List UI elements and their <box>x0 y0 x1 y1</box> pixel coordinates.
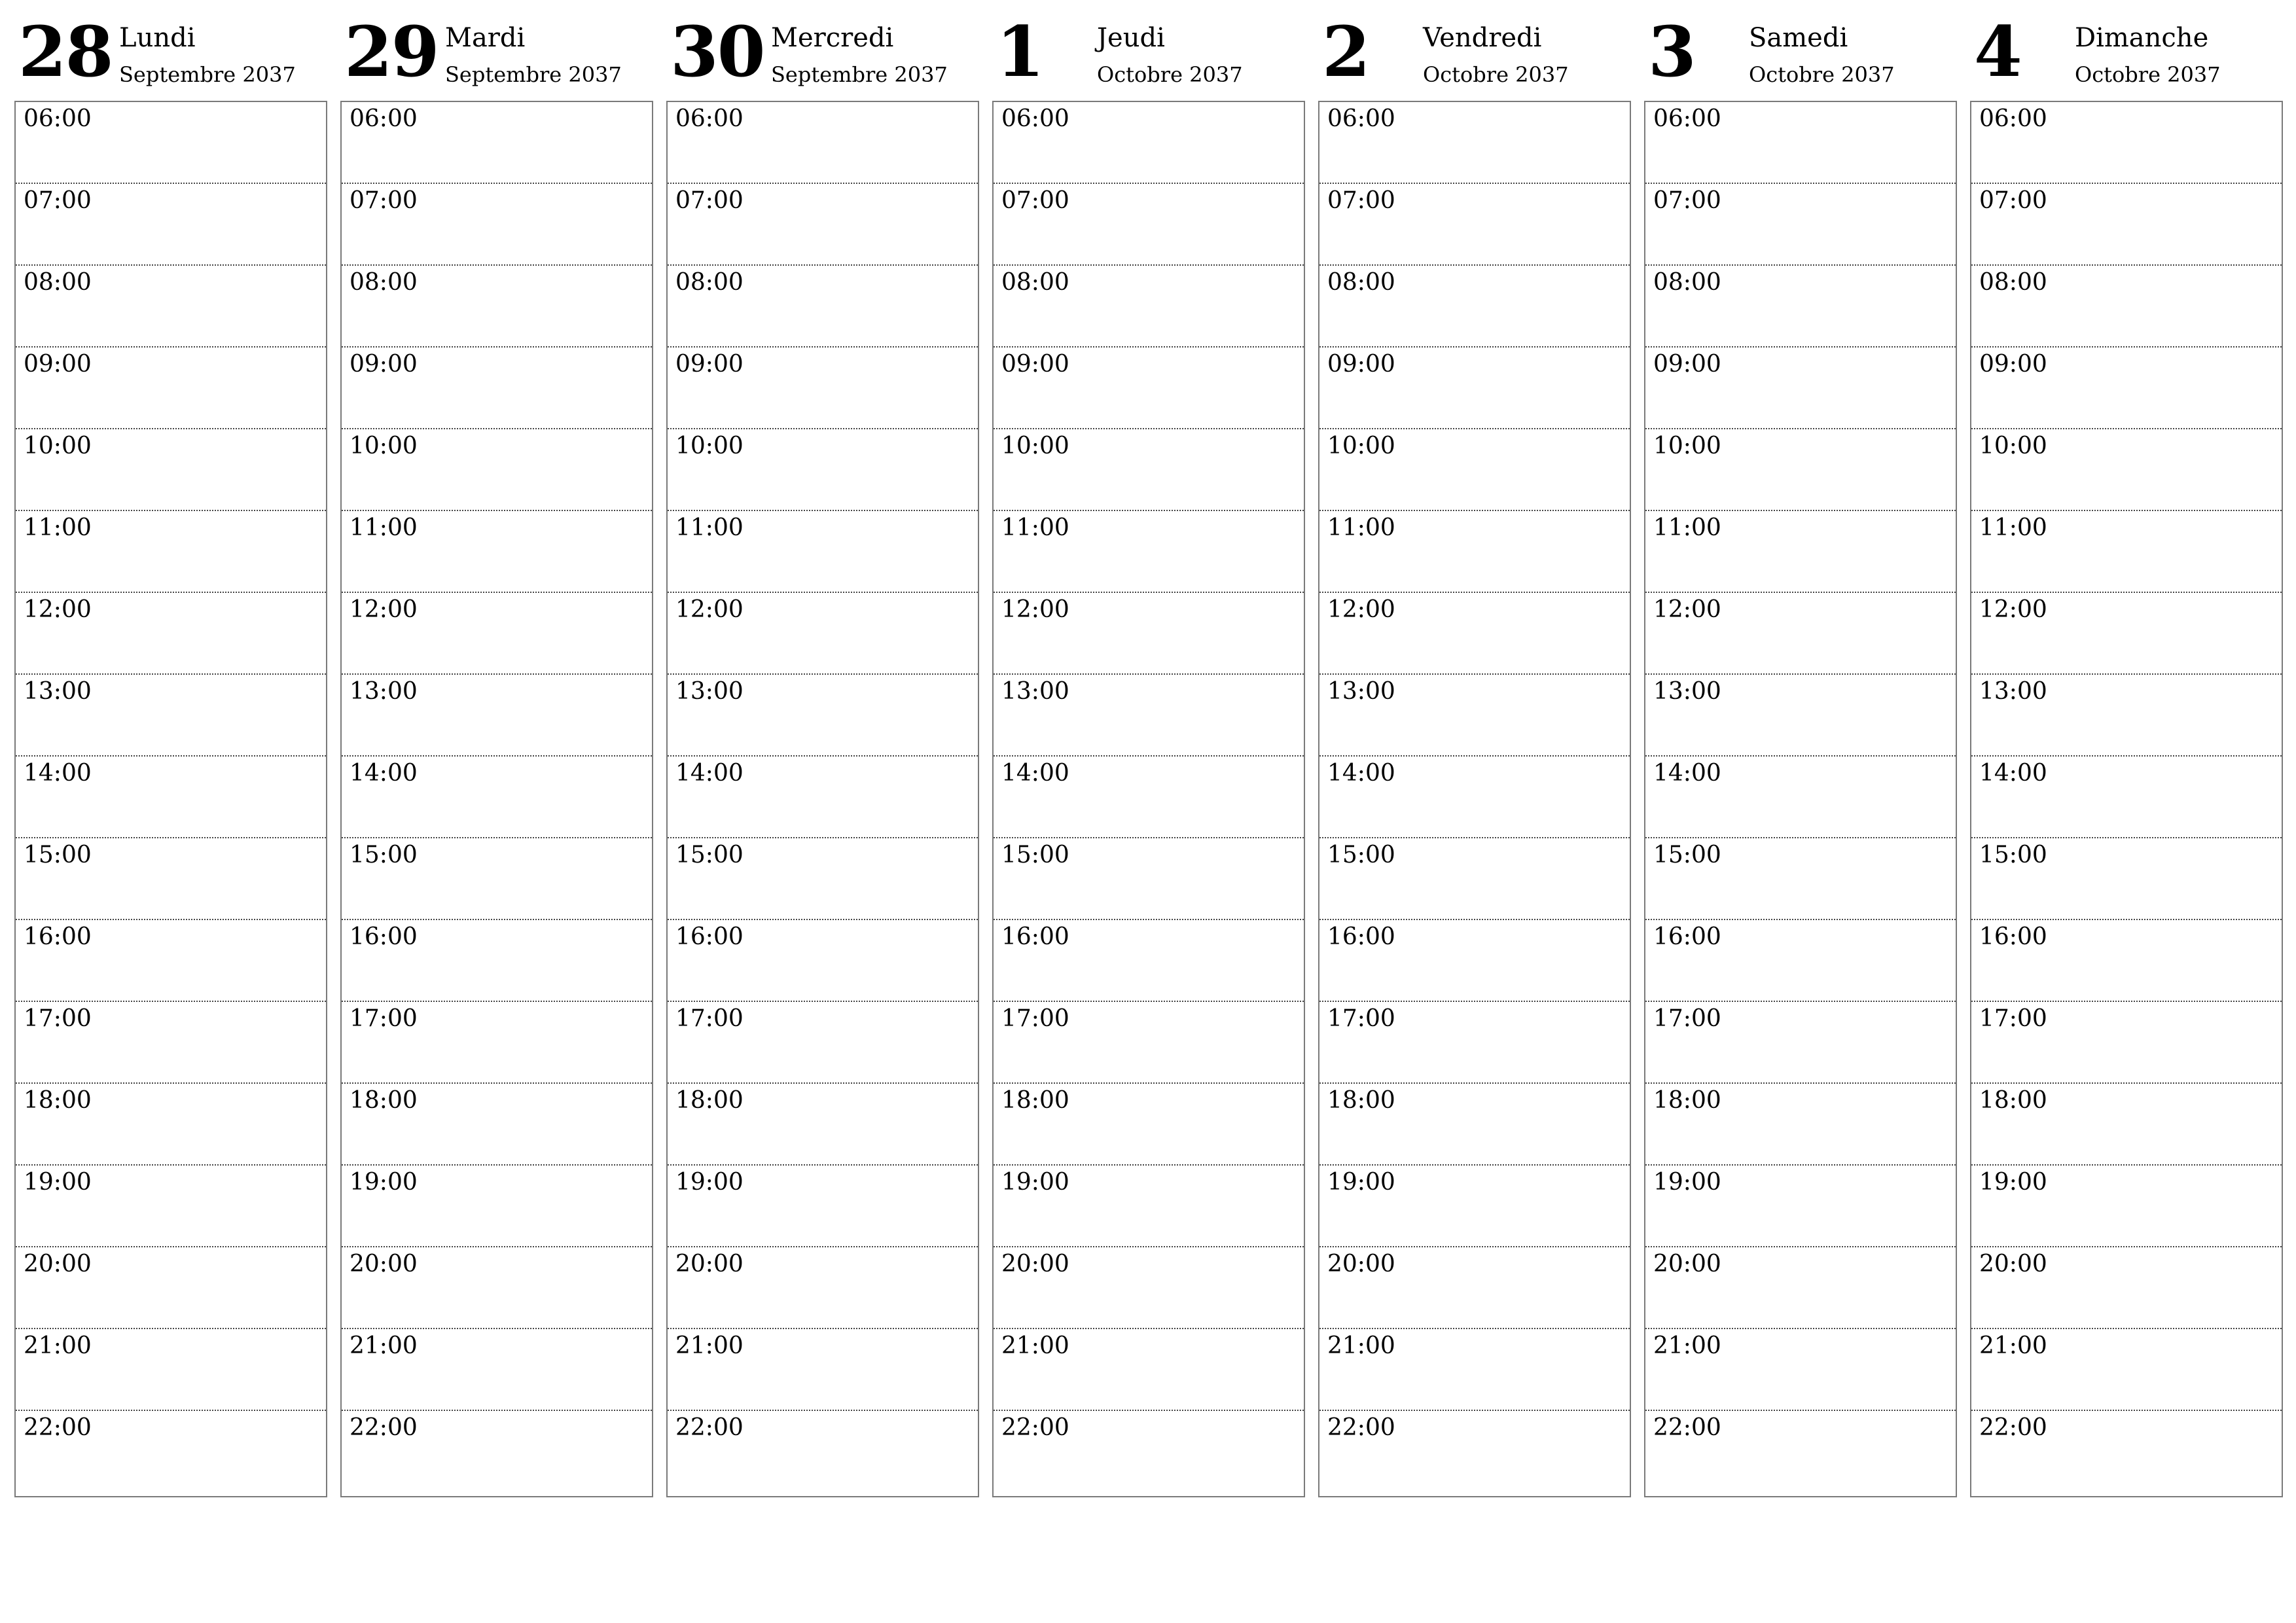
hour-slot-0800[interactable] <box>342 266 652 348</box>
hour-label: 06:00 <box>1327 105 1395 132</box>
day-column-6 <box>1644 0 1957 1499</box>
hour-slot-1700[interactable] <box>1645 1002 1956 1084</box>
hour-label: 17:00 <box>1327 1005 1395 1032</box>
day-schedule <box>14 101 327 1497</box>
hour-label: 15:00 <box>1653 842 1721 868</box>
hour-label: 18:00 <box>1001 1087 1069 1114</box>
hour-label: 20:00 <box>1327 1251 1395 1277</box>
day-schedule <box>992 101 1305 1497</box>
hour-label: 08:00 <box>1979 269 2047 296</box>
hour-slot-1500[interactable] <box>668 838 978 920</box>
hour-slot-0800[interactable] <box>16 266 326 348</box>
hour-label: 06:00 <box>24 105 92 132</box>
day-name: Mercredi <box>771 23 894 53</box>
hour-slot-1000[interactable] <box>1971 429 2282 511</box>
hour-label: 17:00 <box>1653 1005 1721 1032</box>
hour-label: 14:00 <box>350 760 418 787</box>
hour-label: 15:00 <box>1979 842 2047 868</box>
hour-slot-1200[interactable] <box>1319 593 1630 675</box>
hour-slot-2100[interactable] <box>16 1329 326 1411</box>
hour-slot-1000[interactable] <box>1319 429 1630 511</box>
day-number: 1 <box>996 10 1043 92</box>
hour-slot-2200[interactable] <box>1319 1411 1630 1493</box>
hour-slot-2100[interactable] <box>668 1329 978 1411</box>
hour-label: 18:00 <box>24 1087 92 1114</box>
hour-slot-1400[interactable] <box>342 757 652 838</box>
hour-slot-1700[interactable] <box>1971 1002 2282 1084</box>
hour-label: 12:00 <box>1979 596 2047 623</box>
hour-label: 19:00 <box>1979 1169 2047 1196</box>
day-column-5 <box>1318 0 1631 1499</box>
hour-label: 15:00 <box>675 842 744 868</box>
day-header <box>992 0 1305 101</box>
hour-slot-1500[interactable] <box>1645 838 1956 920</box>
hour-label: 21:00 <box>1001 1332 1069 1359</box>
hour-slot-1000[interactable] <box>342 429 652 511</box>
hour-label: 07:00 <box>1327 187 1395 214</box>
day-month: Octobre 2037 <box>2075 62 2221 87</box>
hour-label: 09:00 <box>675 351 744 378</box>
hour-slot-0900[interactable] <box>16 348 326 429</box>
hour-label: 17:00 <box>1001 1005 1069 1032</box>
hour-slot-1600[interactable] <box>668 920 978 1002</box>
day-header <box>1970 0 2283 101</box>
hour-slot-1200[interactable] <box>1971 593 2282 675</box>
hour-label: 13:00 <box>350 678 418 705</box>
hour-label: 10:00 <box>675 433 744 459</box>
hour-label: 18:00 <box>350 1087 418 1114</box>
hour-label: 15:00 <box>1001 842 1069 868</box>
hour-slot-1600[interactable] <box>16 920 326 1002</box>
hour-slot-2100[interactable] <box>1319 1329 1630 1411</box>
hour-label: 08:00 <box>675 269 744 296</box>
hour-slot-1500[interactable] <box>1319 838 1630 920</box>
hour-label: 10:00 <box>1327 433 1395 459</box>
day-month: Septembre 2037 <box>119 62 296 87</box>
hour-label: 08:00 <box>1327 269 1395 296</box>
hour-slot-1300[interactable] <box>1319 675 1630 757</box>
hour-label: 19:00 <box>675 1169 744 1196</box>
hour-label: 08:00 <box>1653 269 1721 296</box>
hour-slot-1100[interactable] <box>1645 511 1956 593</box>
hour-label: 22:00 <box>1327 1414 1395 1441</box>
hour-label: 11:00 <box>1653 514 1721 541</box>
day-number: 29 <box>344 10 439 92</box>
hour-slot-2100[interactable] <box>994 1329 1304 1411</box>
hour-label: 11:00 <box>1001 514 1069 541</box>
hour-label: 13:00 <box>1327 678 1395 705</box>
day-schedule <box>340 101 653 1497</box>
hour-label: 12:00 <box>675 596 744 623</box>
weekly-planner <box>14 0 2282 1499</box>
hour-label: 13:00 <box>1653 678 1721 705</box>
hour-slot-0900[interactable] <box>342 348 652 429</box>
hour-label: 12:00 <box>1327 596 1395 623</box>
hour-slot-2000[interactable] <box>16 1247 326 1329</box>
hour-label: 06:00 <box>1653 105 1721 132</box>
hour-label: 22:00 <box>1001 1414 1069 1441</box>
hour-label: 15:00 <box>350 842 418 868</box>
hour-slot-2000[interactable] <box>342 1247 652 1329</box>
day-column-1 <box>14 0 327 1499</box>
hour-slot-1000[interactable] <box>16 429 326 511</box>
hour-slot-1900[interactable] <box>1645 1166 1956 1247</box>
hour-slot-1500[interactable] <box>1971 838 2282 920</box>
hour-label: 07:00 <box>24 187 92 214</box>
hour-label: 08:00 <box>350 269 418 296</box>
day-header <box>14 0 327 101</box>
day-number: 3 <box>1648 10 1695 92</box>
hour-slot-0600[interactable] <box>668 102 978 184</box>
hour-slot-0900[interactable] <box>668 348 978 429</box>
hour-slot-0900[interactable] <box>1319 348 1630 429</box>
hour-label: 20:00 <box>675 1251 744 1277</box>
hour-slot-0700[interactable] <box>1645 184 1956 266</box>
hour-label: 09:00 <box>24 351 92 378</box>
hour-label: 08:00 <box>24 269 92 296</box>
hour-label: 20:00 <box>1979 1251 2047 1277</box>
hour-slot-0800[interactable] <box>1645 266 1956 348</box>
hour-slot-1000[interactable] <box>994 429 1304 511</box>
day-name: Dimanche <box>2075 23 2209 53</box>
hour-slot-1100[interactable] <box>1971 511 2282 593</box>
hour-label: 21:00 <box>1979 1332 2047 1359</box>
hour-slot-1200[interactable] <box>668 593 978 675</box>
hour-slot-2200[interactable] <box>668 1411 978 1493</box>
hour-slot-1700[interactable] <box>1319 1002 1630 1084</box>
day-header <box>666 0 979 101</box>
hour-label: 18:00 <box>1653 1087 1721 1114</box>
hour-label: 09:00 <box>1001 351 1069 378</box>
hour-slot-1200[interactable] <box>16 593 326 675</box>
hour-label: 11:00 <box>675 514 744 541</box>
day-column-3 <box>666 0 979 1499</box>
hour-slot-0600[interactable] <box>994 102 1304 184</box>
day-number: 28 <box>18 10 113 92</box>
hour-slot-1400[interactable] <box>994 757 1304 838</box>
hour-slot-1200[interactable] <box>342 593 652 675</box>
hour-label: 16:00 <box>675 923 744 950</box>
hour-slot-2200[interactable] <box>1971 1411 2282 1493</box>
hour-slot-0600[interactable] <box>1971 102 2282 184</box>
hour-slot-0900[interactable] <box>994 348 1304 429</box>
hour-label: 10:00 <box>24 433 92 459</box>
hour-slot-1000[interactable] <box>668 429 978 511</box>
hour-label: 09:00 <box>1979 351 2047 378</box>
day-header <box>340 0 653 101</box>
hour-label: 15:00 <box>1327 842 1395 868</box>
day-month: Octobre 2037 <box>1423 62 1569 87</box>
hour-slot-0800[interactable] <box>994 266 1304 348</box>
hour-slot-1700[interactable] <box>16 1002 326 1084</box>
hour-slot-1500[interactable] <box>994 838 1304 920</box>
hour-label: 14:00 <box>1979 760 2047 787</box>
hour-label: 17:00 <box>675 1005 744 1032</box>
hour-slot-1500[interactable] <box>16 838 326 920</box>
hour-label: 09:00 <box>1327 351 1395 378</box>
day-header <box>1318 0 1631 101</box>
hour-label: 06:00 <box>1001 105 1069 132</box>
hour-label: 13:00 <box>1001 678 1069 705</box>
hour-slot-0600[interactable] <box>16 102 326 184</box>
hour-label: 08:00 <box>1001 269 1069 296</box>
hour-label: 14:00 <box>675 760 744 787</box>
hour-label: 17:00 <box>1979 1005 2047 1032</box>
hour-label: 19:00 <box>1327 1169 1395 1196</box>
hour-label: 12:00 <box>350 596 418 623</box>
hour-label: 22:00 <box>1979 1414 2047 1441</box>
hour-label: 21:00 <box>1653 1332 1721 1359</box>
hour-slot-1100[interactable] <box>16 511 326 593</box>
day-column-2 <box>340 0 653 1499</box>
hour-label: 11:00 <box>350 514 418 541</box>
day-schedule <box>1318 101 1631 1497</box>
hour-slot-0600[interactable] <box>1319 102 1630 184</box>
hour-label: 07:00 <box>1653 187 1721 214</box>
hour-label: 14:00 <box>24 760 92 787</box>
day-schedule <box>666 101 979 1497</box>
hour-slot-1600[interactable] <box>1971 920 2282 1002</box>
hour-label: 15:00 <box>24 842 92 868</box>
day-month: Septembre 2037 <box>445 62 622 87</box>
hour-label: 22:00 <box>24 1414 92 1441</box>
hour-slot-1600[interactable] <box>1645 920 1956 1002</box>
hour-slot-0800[interactable] <box>1319 266 1630 348</box>
hour-slot-2100[interactable] <box>1971 1329 2282 1411</box>
day-name: Lundi <box>119 23 196 53</box>
hour-label: 11:00 <box>1327 514 1395 541</box>
hour-slot-0700[interactable] <box>994 184 1304 266</box>
hour-label: 19:00 <box>350 1169 418 1196</box>
day-name: Mardi <box>445 23 526 53</box>
hour-slot-1300[interactable] <box>994 675 1304 757</box>
hour-slot-1300[interactable] <box>1645 675 1956 757</box>
hour-slot-1400[interactable] <box>1319 757 1630 838</box>
hour-slot-1000[interactable] <box>1645 429 1956 511</box>
hour-label: 19:00 <box>24 1169 92 1196</box>
hour-slot-2200[interactable] <box>342 1411 652 1493</box>
hour-label: 20:00 <box>24 1251 92 1277</box>
hour-slot-1100[interactable] <box>994 511 1304 593</box>
hour-slot-1200[interactable] <box>1645 593 1956 675</box>
hour-label: 10:00 <box>350 433 418 459</box>
hour-slot-0600[interactable] <box>1645 102 1956 184</box>
hour-slot-1900[interactable] <box>1319 1166 1630 1247</box>
hour-slot-1900[interactable] <box>16 1166 326 1247</box>
hour-slot-0700[interactable] <box>342 184 652 266</box>
hour-label: 22:00 <box>1653 1414 1721 1441</box>
day-column-4 <box>992 0 1305 1499</box>
hour-slot-2000[interactable] <box>1645 1247 1956 1329</box>
hour-label: 06:00 <box>350 105 418 132</box>
hour-label: 22:00 <box>350 1414 418 1441</box>
hour-slot-1700[interactable] <box>342 1002 652 1084</box>
hour-label: 20:00 <box>1001 1251 1069 1277</box>
hour-slot-2100[interactable] <box>1645 1329 1956 1411</box>
hour-label: 18:00 <box>1327 1087 1395 1114</box>
hour-slot-1600[interactable] <box>1319 920 1630 1002</box>
day-month: Octobre 2037 <box>1749 62 1895 87</box>
hour-label: 12:00 <box>1653 596 1721 623</box>
hour-label: 18:00 <box>675 1087 744 1114</box>
hour-slot-1100[interactable] <box>668 511 978 593</box>
hour-label: 16:00 <box>24 923 92 950</box>
hour-label: 21:00 <box>675 1332 744 1359</box>
hour-slot-1300[interactable] <box>1971 675 2282 757</box>
hour-label: 09:00 <box>1653 351 1721 378</box>
hour-slot-2200[interactable] <box>16 1411 326 1493</box>
day-month: Octobre 2037 <box>1097 62 1243 87</box>
hour-label: 13:00 <box>24 678 92 705</box>
hour-label: 12:00 <box>24 596 92 623</box>
hour-label: 19:00 <box>1001 1169 1069 1196</box>
hour-label: 13:00 <box>1979 678 2047 705</box>
day-schedule <box>1644 101 1957 1497</box>
hour-slot-1500[interactable] <box>342 838 652 920</box>
hour-label: 10:00 <box>1979 433 2047 459</box>
hour-slot-1400[interactable] <box>1645 757 1956 838</box>
hour-slot-0700[interactable] <box>1319 184 1630 266</box>
hour-slot-0700[interactable] <box>1971 184 2282 266</box>
hour-slot-1700[interactable] <box>994 1002 1304 1084</box>
hour-label: 17:00 <box>350 1005 418 1032</box>
hour-slot-1900[interactable] <box>668 1166 978 1247</box>
day-number: 4 <box>1974 10 2021 92</box>
hour-label: 16:00 <box>1327 923 1395 950</box>
day-column-7 <box>1970 0 2283 1499</box>
hour-label: 14:00 <box>1653 760 1721 787</box>
hour-slot-1800[interactable] <box>1971 1084 2282 1166</box>
hour-label: 14:00 <box>1001 760 1069 787</box>
hour-label: 11:00 <box>24 514 92 541</box>
hour-slot-2000[interactable] <box>994 1247 1304 1329</box>
hour-slot-1200[interactable] <box>994 593 1304 675</box>
hour-label: 10:00 <box>1653 433 1721 459</box>
hour-label: 07:00 <box>1979 187 2047 214</box>
hour-slot-0700[interactable] <box>16 184 326 266</box>
hour-label: 11:00 <box>1979 514 2047 541</box>
hour-label: 07:00 <box>1001 187 1069 214</box>
hour-slot-1900[interactable] <box>342 1166 652 1247</box>
hour-label: 10:00 <box>1001 433 1069 459</box>
hour-label: 21:00 <box>350 1332 418 1359</box>
hour-label: 16:00 <box>350 923 418 950</box>
hour-slot-1400[interactable] <box>668 757 978 838</box>
day-month: Septembre 2037 <box>771 62 948 87</box>
hour-slot-1100[interactable] <box>1319 511 1630 593</box>
hour-label: 07:00 <box>350 187 418 214</box>
day-name: Jeudi <box>1097 23 1165 53</box>
hour-slot-2100[interactable] <box>342 1329 652 1411</box>
day-name: Samedi <box>1749 23 1848 53</box>
hour-slot-0800[interactable] <box>668 266 978 348</box>
day-number: 2 <box>1322 10 1369 92</box>
hour-label: 07:00 <box>675 187 744 214</box>
hour-slot-1800[interactable] <box>16 1084 326 1166</box>
hour-label: 14:00 <box>1327 760 1395 787</box>
hour-slot-1800[interactable] <box>1645 1084 1956 1166</box>
hour-slot-1800[interactable] <box>342 1084 652 1166</box>
hour-label: 16:00 <box>1001 923 1069 950</box>
hour-slot-1600[interactable] <box>994 920 1304 1002</box>
hour-slot-1300[interactable] <box>668 675 978 757</box>
hour-slot-1900[interactable] <box>994 1166 1304 1247</box>
hour-slot-1400[interactable] <box>1971 757 2282 838</box>
hour-slot-1100[interactable] <box>342 511 652 593</box>
hour-label: 20:00 <box>350 1251 418 1277</box>
hour-slot-0900[interactable] <box>1971 348 2282 429</box>
hour-slot-2000[interactable] <box>1971 1247 2282 1329</box>
day-name: Vendredi <box>1423 23 1542 53</box>
hour-slot-0600[interactable] <box>342 102 652 184</box>
hour-label: 12:00 <box>1001 596 1069 623</box>
hour-slot-1700[interactable] <box>668 1002 978 1084</box>
hour-slot-2000[interactable] <box>668 1247 978 1329</box>
hour-label: 13:00 <box>675 678 744 705</box>
hour-slot-0700[interactable] <box>668 184 978 266</box>
hour-slot-1900[interactable] <box>1971 1166 2282 1247</box>
day-schedule <box>1970 101 2283 1497</box>
day-number: 30 <box>670 10 764 92</box>
hour-slot-1400[interactable] <box>16 757 326 838</box>
hour-slot-2200[interactable] <box>994 1411 1304 1493</box>
hour-label: 19:00 <box>1653 1169 1721 1196</box>
hour-label: 18:00 <box>1979 1087 2047 1114</box>
hour-slot-1800[interactable] <box>1319 1084 1630 1166</box>
hour-label: 17:00 <box>24 1005 92 1032</box>
hour-slot-2200[interactable] <box>1645 1411 1956 1493</box>
hour-slot-1300[interactable] <box>342 675 652 757</box>
hour-slot-1600[interactable] <box>342 920 652 1002</box>
hour-label: 16:00 <box>1653 923 1721 950</box>
hour-slot-1800[interactable] <box>668 1084 978 1166</box>
hour-label: 21:00 <box>24 1332 92 1359</box>
hour-label: 21:00 <box>1327 1332 1395 1359</box>
hour-label: 09:00 <box>350 351 418 378</box>
hour-slot-2000[interactable] <box>1319 1247 1630 1329</box>
hour-slot-1300[interactable] <box>16 675 326 757</box>
hour-label: 22:00 <box>675 1414 744 1441</box>
hour-slot-1800[interactable] <box>994 1084 1304 1166</box>
hour-label: 20:00 <box>1653 1251 1721 1277</box>
hour-label: 06:00 <box>1979 105 2047 132</box>
hour-label: 06:00 <box>675 105 744 132</box>
hour-label: 16:00 <box>1979 923 2047 950</box>
day-header <box>1644 0 1957 101</box>
hour-slot-0800[interactable] <box>1971 266 2282 348</box>
hour-slot-0900[interactable] <box>1645 348 1956 429</box>
